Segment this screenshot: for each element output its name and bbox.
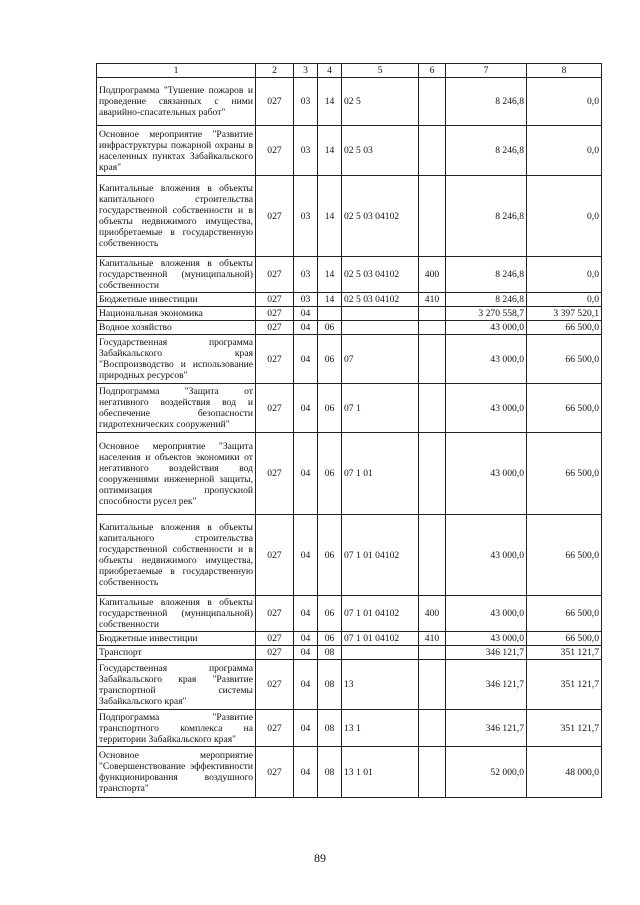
expense-type-code: 410	[419, 293, 446, 307]
amount-col7: 52 000,0	[446, 747, 527, 798]
row-name: Бюджетные инвестиции	[97, 293, 256, 307]
target-article-code: 07 1 01 04102	[342, 596, 419, 632]
row-name: Водное хозяйство	[97, 321, 256, 335]
section-code: 04	[294, 660, 318, 710]
expense-type-code	[419, 646, 446, 660]
subsection-code: 06	[318, 632, 342, 646]
amount-col8: 0,0	[527, 293, 602, 307]
subsection-code: 08	[318, 646, 342, 660]
ministry-code: 027	[256, 747, 294, 798]
expense-type-code	[419, 176, 446, 257]
page-number: 89	[314, 851, 326, 865]
subsection-code: 06	[318, 433, 342, 515]
ministry-code: 027	[256, 433, 294, 515]
section-code: 04	[294, 747, 318, 798]
subsection-code: 06	[318, 321, 342, 335]
table-row	[97, 596, 602, 632]
target-article-code: 02 5	[342, 78, 419, 126]
row-name: Транспорт	[97, 646, 256, 660]
amount-col7: 43 000,0	[446, 596, 527, 632]
column-header-1: 1	[97, 64, 256, 78]
subsection-code: 14	[318, 126, 342, 176]
ministry-code: 027	[256, 321, 294, 335]
amount-col7: 43 000,0	[446, 433, 527, 515]
amount-col8: 0,0	[527, 257, 602, 293]
table-row	[97, 710, 602, 747]
section-code: 04	[294, 335, 318, 384]
row-name: Капитальные вложения в объекты государственной (муниципальной) собственности	[97, 596, 256, 632]
target-article-code: 07 1 01	[342, 433, 419, 515]
expense-type-code	[419, 747, 446, 798]
budget-table	[96, 63, 602, 798]
table-row	[97, 321, 602, 335]
expense-type-code: 400	[419, 596, 446, 632]
ministry-code: 027	[256, 632, 294, 646]
expense-type-code	[419, 384, 446, 433]
table-row	[97, 78, 602, 126]
amount-col8: 66 500,0	[527, 321, 602, 335]
section-code: 03	[294, 126, 318, 176]
amount-col7: 346 121,7	[446, 710, 527, 747]
amount-col8: 351 121,7	[527, 660, 602, 710]
amount-col8: 0,0	[527, 126, 602, 176]
expense-type-code: 410	[419, 632, 446, 646]
ministry-code: 027	[256, 646, 294, 660]
table-row	[97, 433, 602, 515]
amount-col8: 66 500,0	[527, 433, 602, 515]
row-name: Капитальные вложения в объекты капитального строительства государственной собственности и в объекты недвижимого имущества, приобретаемые в государственную собственность	[97, 515, 256, 596]
section-code: 04	[294, 433, 318, 515]
ministry-code: 027	[256, 384, 294, 433]
ministry-code: 027	[256, 257, 294, 293]
row-name: Национальная экономика	[97, 307, 256, 321]
section-code: 04	[294, 307, 318, 321]
ministry-code: 027	[256, 660, 294, 710]
amount-col8: 0,0	[527, 78, 602, 126]
table-row	[97, 126, 602, 176]
subsection-code: 14	[318, 293, 342, 307]
amount-col7: 8 246,8	[446, 257, 527, 293]
amount-col7: 8 246,8	[446, 176, 527, 257]
table-header	[97, 64, 602, 78]
section-code: 03	[294, 293, 318, 307]
target-article-code: 02 5 03	[342, 126, 419, 176]
ministry-code: 027	[256, 126, 294, 176]
amount-col7: 43 000,0	[446, 335, 527, 384]
target-article-code: 13	[342, 660, 419, 710]
row-name: Подпрограмма "Защита от негативного воздействия вод и обеспечение безопасности гидротехнических сооружений"	[97, 384, 256, 433]
table-row	[97, 257, 602, 293]
table-row	[97, 646, 602, 660]
subsection-code: 06	[318, 596, 342, 632]
column-header-6: 6	[419, 64, 446, 78]
target-article-code: 07 1 01 04102	[342, 515, 419, 596]
row-name: Основное мероприятие "Развитие инфраструктуры пожарной охраны в населенных пунктах Забайкальского края"	[97, 126, 256, 176]
amount-col8: 351 121,7	[527, 710, 602, 747]
header-row	[97, 64, 602, 78]
table-row	[97, 747, 602, 798]
table-row	[97, 176, 602, 257]
row-name: Государственная программа Забайкальского края "Воспроизводство и использование природных ресурсов"	[97, 335, 256, 384]
ministry-code: 027	[256, 596, 294, 632]
ministry-code: 027	[256, 78, 294, 126]
table-row	[97, 515, 602, 596]
column-header-8: 8	[527, 64, 602, 78]
expense-type-code	[419, 710, 446, 747]
amount-col8: 351 121,7	[527, 646, 602, 660]
subsection-code: 08	[318, 747, 342, 798]
section-code: 03	[294, 176, 318, 257]
target-article-code: 07 1 01 04102	[342, 632, 419, 646]
column-header-4: 4	[318, 64, 342, 78]
subsection-code: 14	[318, 78, 342, 126]
section-code: 04	[294, 632, 318, 646]
section-code: 04	[294, 321, 318, 335]
section-code: 04	[294, 596, 318, 632]
amount-col8: 66 500,0	[527, 515, 602, 596]
target-article-code: 02 5 03 04102	[342, 176, 419, 257]
row-name: Бюджетные инвестиции	[97, 632, 256, 646]
subsection-code	[318, 307, 342, 321]
table-row	[97, 307, 602, 321]
table-row	[97, 632, 602, 646]
table-row	[97, 335, 602, 384]
amount-col7: 346 121,7	[446, 646, 527, 660]
row-name: Подпрограмма "Тушение пожаров и проведение связанных с ними аварийно-спасательных работ"	[97, 78, 256, 126]
expense-type-code: 400	[419, 257, 446, 293]
ministry-code: 027	[256, 176, 294, 257]
target-article-code: 07	[342, 335, 419, 384]
row-name: Основное мероприятие "Совершенствование эффективности функционирования воздушного транспорта"	[97, 747, 256, 798]
amount-col7: 43 000,0	[446, 384, 527, 433]
target-article-code: 07 1	[342, 384, 419, 433]
amount-col8: 66 500,0	[527, 384, 602, 433]
amount-col8: 0,0	[527, 176, 602, 257]
amount-col7: 346 121,7	[446, 660, 527, 710]
ministry-code: 027	[256, 710, 294, 747]
section-code: 04	[294, 384, 318, 433]
expense-type-code	[419, 307, 446, 321]
table-row	[97, 293, 602, 307]
amount-col8: 66 500,0	[527, 335, 602, 384]
amount-col7: 3 270 558,7	[446, 307, 527, 321]
amount-col8: 66 500,0	[527, 596, 602, 632]
target-article-code: 02 5 03 04102	[342, 257, 419, 293]
ministry-code: 027	[256, 515, 294, 596]
column-header-5: 5	[342, 64, 419, 78]
amount-col7: 8 246,8	[446, 126, 527, 176]
expense-type-code	[419, 126, 446, 176]
column-header-2: 2	[256, 64, 294, 78]
ministry-code: 027	[256, 335, 294, 384]
expense-type-code	[419, 433, 446, 515]
row-name: Подпрограмма "Развитие транспортного комплекса на территории Забайкальского края"	[97, 710, 256, 747]
subsection-code: 14	[318, 176, 342, 257]
subsection-code: 06	[318, 384, 342, 433]
section-code: 04	[294, 646, 318, 660]
amount-col7: 8 246,8	[446, 293, 527, 307]
target-article-code: 02 5 03 04102	[342, 293, 419, 307]
expense-type-code	[419, 335, 446, 384]
row-name: Капитальные вложения в объекты государственной (муниципальной) собственности	[97, 257, 256, 293]
section-code: 04	[294, 515, 318, 596]
amount-col7: 43 000,0	[446, 321, 527, 335]
subsection-code: 06	[318, 515, 342, 596]
subsection-code: 08	[318, 660, 342, 710]
expense-type-code	[419, 78, 446, 126]
target-article-code: 13 1	[342, 710, 419, 747]
column-header-3: 3	[294, 64, 318, 78]
expense-type-code	[419, 515, 446, 596]
row-name: Государственная программа Забайкальского края "Развитие транспортной системы Забайкальского края"	[97, 660, 256, 710]
row-name: Основное мероприятие "Защита населения и объектов экономики от негативного воздействия вод сооружениями инженерной защиты, оптимизация пропускной способности русел рек"	[97, 433, 256, 515]
row-name: Капитальные вложения в объекты капитального строительства государственной собственности и в объекты недвижимого имущества, приобретаемые в государственную собственность	[97, 176, 256, 257]
expense-type-code	[419, 660, 446, 710]
table-body	[97, 78, 602, 798]
amount-col8: 48 000,0	[527, 747, 602, 798]
amount-col7: 43 000,0	[446, 632, 527, 646]
column-header-7: 7	[446, 64, 527, 78]
amount-col7: 8 246,8	[446, 78, 527, 126]
target-article-code: 13 1 01	[342, 747, 419, 798]
ministry-code: 027	[256, 307, 294, 321]
subsection-code: 08	[318, 710, 342, 747]
subsection-code: 06	[318, 335, 342, 384]
table-row	[97, 660, 602, 710]
amount-col8: 66 500,0	[527, 632, 602, 646]
subsection-code: 14	[318, 257, 342, 293]
table-row	[97, 384, 602, 433]
expense-type-code	[419, 321, 446, 335]
section-code: 04	[294, 710, 318, 747]
amount-col7: 43 000,0	[446, 515, 527, 596]
section-code: 03	[294, 257, 318, 293]
amount-col8: 3 397 520,1	[527, 307, 602, 321]
target-article-code	[342, 321, 419, 335]
section-code: 03	[294, 78, 318, 126]
target-article-code	[342, 646, 419, 660]
ministry-code: 027	[256, 293, 294, 307]
target-article-code	[342, 307, 419, 321]
